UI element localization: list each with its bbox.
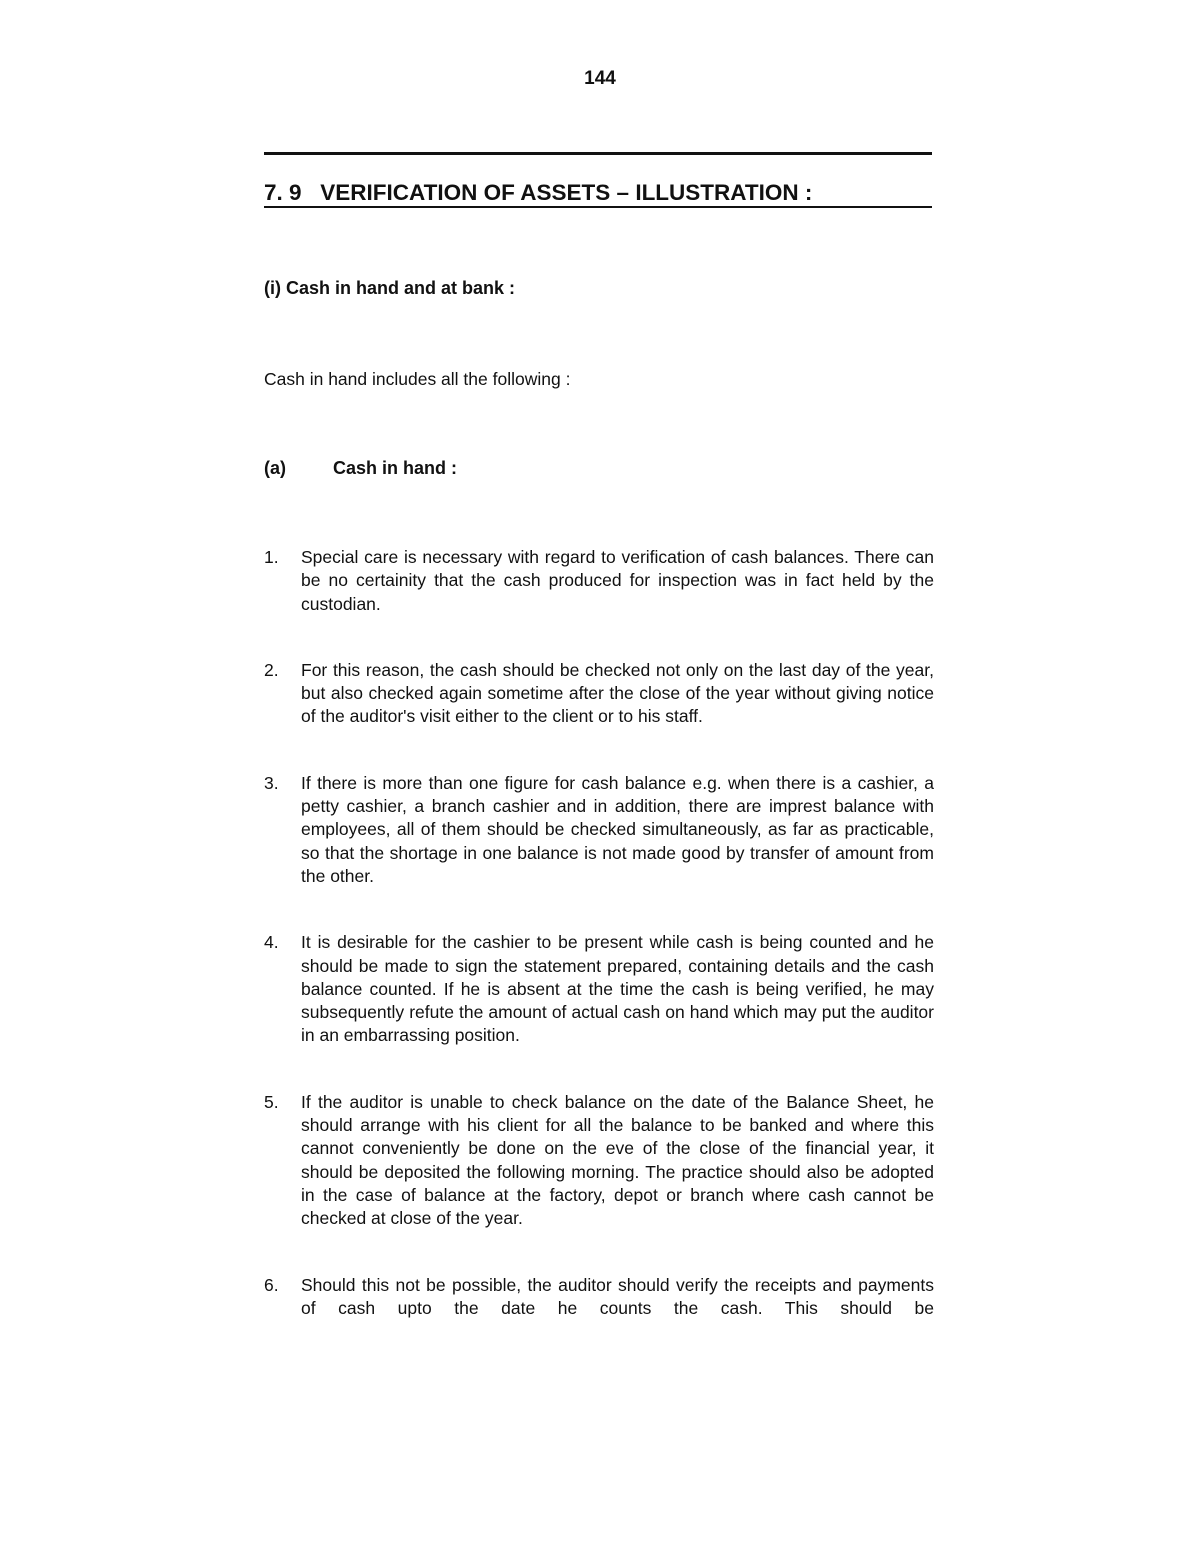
- list-item-number: 3.: [264, 772, 279, 793]
- page-number: 144: [584, 68, 616, 89]
- list-item-number: 6.: [264, 1274, 279, 1295]
- subsection-title: Cash in hand :: [333, 458, 458, 478]
- list-item-text: It is desirable for the cashier to be present while cash is being counted and he should be made to sign the statement prepared, containing details and the cash balance counted. If he is absent at the time the cash is being verified, he may subsequently refute the amount of actual cash on hand which may put the auditor in an embarrassing position.: [301, 932, 934, 1046]
- section-heading: 7. 9 VERIFICATION OF ASSETS – ILLUSTRATION :: [264, 180, 813, 205]
- list-item-number: 5.: [264, 1091, 279, 1112]
- list-item-text: If there is more than one figure for cash balance e.g. when there is a cashier, a petty cashier, a branch cashier and in addition, there are imprest balance with employees, all of them should be checked simultaneously, as far as practicable, so that the shortage in one balance is not made good by transfer of amount from the other.: [301, 772, 934, 886]
- subsection-marker: (a): [264, 458, 286, 478]
- list-item-number: 4.: [264, 932, 279, 953]
- list-item-text: For this reason, the cash should be checked not only on the last day of the year, but also checked again sometime after the close of the year without giving notice of the auditor's visit either to the client or to his staff.: [301, 659, 934, 727]
- subheading: (i) Cash in hand and at bank :: [264, 278, 516, 298]
- top-rule: [264, 152, 932, 155]
- list-item-text: If the auditor is unable to check balance on the date of the Balance Sheet, he should arrange with his client for all the balance to be banked and where this cannot conveniently be done on the eve of the close of the financial year, it should be deposited the following morning. The practice should also be adopted in the case of balance at the factory, depot or branch where cash cannot be checked at close of the year.: [301, 1091, 934, 1229]
- subsection-heading: [264, 458, 457, 479]
- list-item-number: 1.: [264, 547, 279, 567]
- intro-text: Cash in hand includes all the following :: [264, 369, 571, 389]
- list-item-number: 2.: [264, 659, 279, 680]
- list-item: [264, 931, 934, 1047]
- list-item: [264, 1274, 934, 1321]
- list-item: [264, 772, 934, 888]
- list-item: [264, 659, 934, 729]
- section-heading-underline: [264, 206, 932, 208]
- list-item-text: Should this not be possible, the auditor should verify the receipts and payments of cash upto the date he counts the cash. This should be: [301, 1274, 934, 1318]
- list-item-text: Special care is necessary with regard to verification of cash balances. There can be no certainity that the cash produced for inspection was in fact held by the custodian.: [301, 547, 934, 614]
- numbered-list: [264, 546, 934, 1320]
- list-item: [264, 546, 934, 616]
- list-item: [264, 1091, 934, 1231]
